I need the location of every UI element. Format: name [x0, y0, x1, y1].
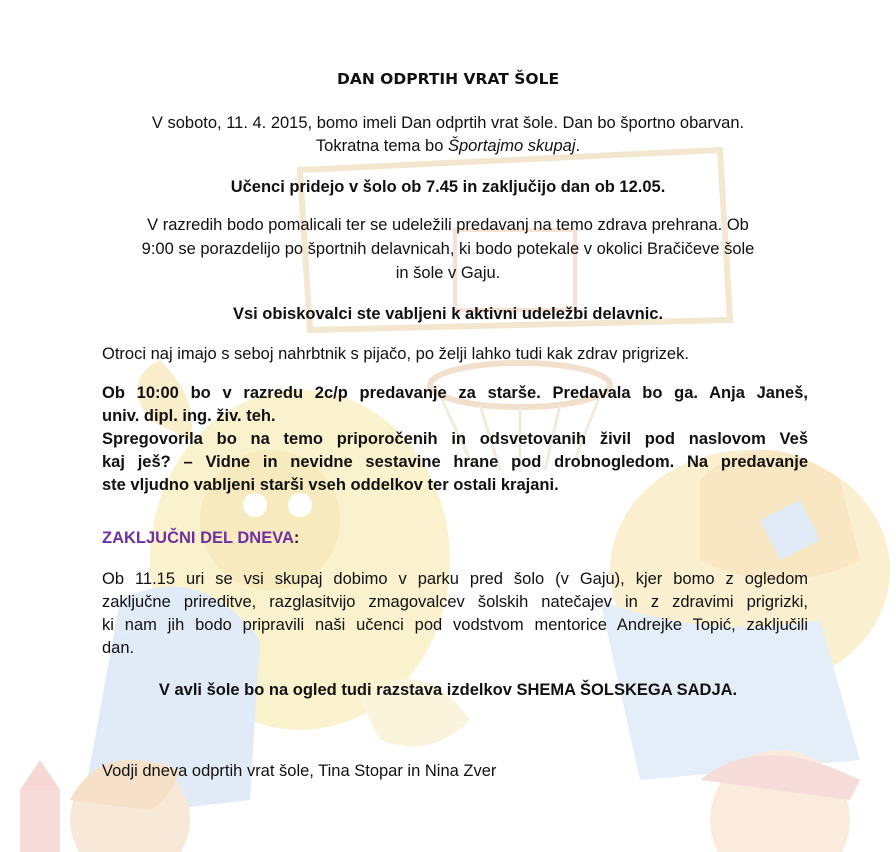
closing-heading-text: ZAKLJUČNI DEL DNEVA [102, 529, 294, 547]
exhibition-prefix: V avli šole bo na ogled tudi razstava izdelkov [158, 681, 517, 699]
classes-line-2: 9:00 se porazdelijo po športnih delavnicah, ki bodo potekale v okolici Bračičeve šole [141, 240, 755, 258]
lecture-line: Spregovorila bo na temo priporočenih in odsvetovanih živil pod naslovom Veš [102, 430, 808, 448]
signature: Vodji dneva odprtih vrat šole, Tina Stopar in Nina Zver [102, 762, 497, 780]
lecture-line: univ. dipl. ing. živ. teh. [102, 407, 276, 425]
page-title: DAN ODPRTIH VRAT ŠOLE [336, 70, 560, 88]
closing-line: ki nam jih bodo pripravili naši učenci pod vodstvom mentorice Andrejke Topić, zaključili [102, 616, 808, 634]
intro-theme: Športajmo skupaj [448, 137, 576, 155]
intro-theme-prefix: Tokratna tema bo [315, 137, 448, 155]
classes-line-1: V razredih bodo pomalicali ter se udeležili predavanj na temo zdrava prehrana. Ob [147, 216, 749, 234]
intro-line-2 [0, 135, 896, 158]
closing-line: zaključne prireditve, razglasitvijo zmagovalcev šolskih natečajev in z zdravimi prigrizki, [102, 593, 808, 611]
arrival-times: Učenci pridejo v šolo ob 7.45 in zaključijo dan ob 12.05. [230, 178, 666, 196]
invitation: Vsi obiskovalci ste vabljeni k aktivni udeležbi delavnic. [232, 305, 664, 323]
exhibition-highlight: SHEMA ŠOLSKEGA SADJA. [516, 681, 738, 699]
closing-line: dan. [102, 639, 135, 657]
lecture-line: Ob 10:00 bo v razredu 2c/p predavanje za starše. Predavala bo ga. Anja Janeš, [102, 384, 808, 402]
classes-line-3: in šole v Gaju. [395, 264, 501, 282]
lecture-line: ste vljudno vabljeni starši vseh oddelkov ter ostali krajani. [102, 476, 559, 494]
intro-theme-suffix: . [575, 137, 581, 155]
intro-line-1: V soboto, 11. 4. 2015, bomo imeli Dan odprtih vrat šole. Dan bo športno obarvan. [151, 114, 745, 132]
exhibition-note [0, 679, 896, 702]
snack-note: Otroci naj imajo s seboj nahrbtnik s pijačo, po želji lahko tudi kak zdrav prigrizek. [102, 345, 689, 363]
closing-line: Ob 11.15 uri se vsi skupaj dobimo v parku pred šolo (v Gaju), kjer bomo z ogledom [102, 570, 808, 588]
closing-paragraph [102, 568, 808, 660]
closing-heading [102, 527, 299, 550]
lecture-line: kaj ješ? – Vidne in nevidne sestavine hrane pod drobnogledom. Na predavanje [102, 453, 808, 471]
closing-heading-colon: : [293, 529, 300, 547]
lecture-paragraph [102, 382, 808, 497]
